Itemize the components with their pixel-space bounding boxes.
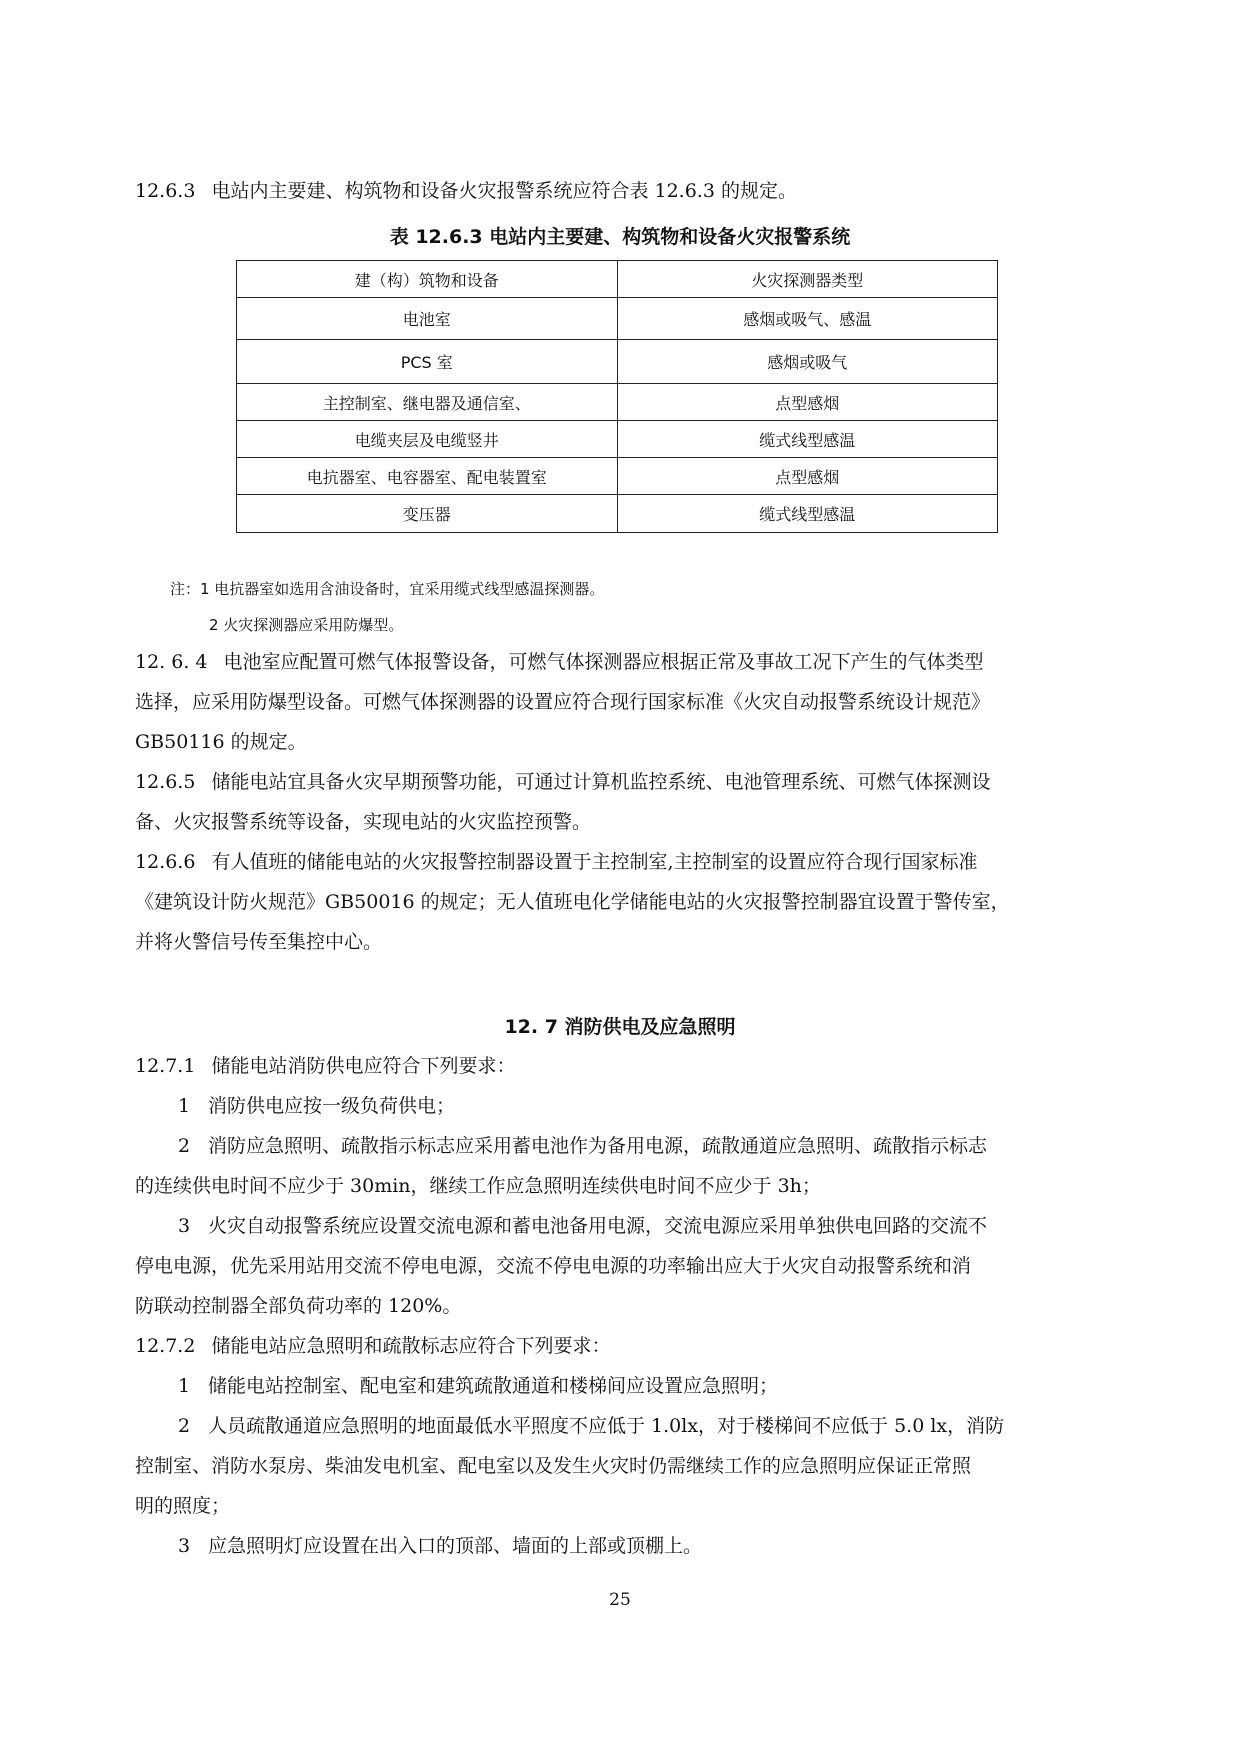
item-text: 储能电站控制室、配电室和建筑疏散通道和楼梯间应设置应急照明； bbox=[208, 1375, 779, 1397]
clause-12-7-2-intro bbox=[135, 1331, 1110, 1361]
item-text: 应急照明灯应设置在出入口的顶部、墙面的上部或顶棚上。 bbox=[208, 1535, 703, 1557]
table-header-row bbox=[237, 261, 998, 298]
clause-text: 储能电站宜具备火灾早期预警功能，可通过计算机监控系统、电池管理系统、可燃气体探测设 bbox=[211, 771, 991, 793]
clause-number: 12.6.6 bbox=[135, 851, 196, 873]
clause-text: 电站内主要建、构筑物和设备火灾报警系统应符合表 12.6.3 的规定。 bbox=[211, 180, 797, 202]
clause-text: 有人值班的储能电站的火灾报警控制器设置于主控制室,主控制室的设置应符合现行国家标准 bbox=[211, 851, 978, 873]
table-row bbox=[237, 340, 998, 384]
clause-12-7-2-item-2-line-3: 明的照度； bbox=[135, 1495, 231, 1517]
item-text: 人员疏散通道应急照明的地面最低水平照度不应低于 1.0lx，对于楼梯间不应低于 5.0 lx，消防 bbox=[208, 1415, 1005, 1437]
fire-alarm-table bbox=[236, 260, 998, 533]
table-row bbox=[237, 495, 998, 533]
clause-12-7-2-item-1 bbox=[178, 1371, 1108, 1401]
clause-number: 12. 6. 4 bbox=[135, 651, 208, 673]
page-number: 25 bbox=[609, 1590, 631, 1610]
table-caption: 表 12.6.3 电站内主要建、构筑物和设备火灾报警系统 bbox=[389, 226, 851, 248]
clause-12-6-4-line-3: GB50116 的规定。 bbox=[135, 731, 307, 753]
table-cell: 点型感烟 bbox=[617, 458, 998, 495]
item-number: 3 bbox=[178, 1215, 191, 1237]
table-cell: 缆式线型感温 bbox=[617, 495, 998, 533]
item-number: 2 bbox=[178, 1135, 191, 1157]
table-cell: 电抗器室、电容器室、配电装置室 bbox=[237, 458, 618, 495]
clause-number: 12.7.1 bbox=[135, 1055, 196, 1077]
item-number: 1 bbox=[178, 1375, 191, 1397]
clause-text: 电池室应配置可燃气体报警设备，可燃气体探测器应根据正常及事故工况下产生的气体类型 bbox=[223, 651, 984, 673]
clause-12-6-4-line-1 bbox=[135, 647, 1110, 677]
section-title-12-7: 12. 7 消防供电及应急照明 bbox=[504, 1016, 736, 1038]
clause-12-6-6-line-3: 并将火警信号传至集控中心。 bbox=[135, 931, 383, 953]
table-cell: 变压器 bbox=[237, 495, 618, 533]
clause-number: 12.6.3 bbox=[135, 180, 196, 202]
clause-number: 12.6.5 bbox=[135, 771, 196, 793]
item-number: 2 bbox=[178, 1415, 191, 1437]
clause-text: 储能电站消防供电应符合下列要求： bbox=[211, 1055, 516, 1077]
clause-12-7-2-item-2-line-1 bbox=[178, 1411, 1108, 1441]
clause-12-6-6-line-2: 《建筑设计防火规范》GB50016 的规定；无人值班电化学储能电站的火灾报警控制器宜设置于警传室， bbox=[135, 891, 1010, 913]
clause-12-6-5-line-1 bbox=[135, 767, 1110, 797]
table-row bbox=[237, 421, 998, 458]
clause-12-7-1-item-1 bbox=[178, 1091, 1108, 1121]
table-header-cell: 建（构）筑物和设备 bbox=[237, 261, 618, 298]
table-cell: 点型感烟 bbox=[617, 384, 998, 421]
clause-text: 储能电站应急照明和疏散标志应符合下列要求： bbox=[211, 1335, 611, 1357]
table-row bbox=[237, 298, 998, 340]
table-row bbox=[237, 384, 998, 421]
table-cell: 感烟或吸气、感温 bbox=[617, 298, 998, 340]
clause-12-7-1-item-2-line-1 bbox=[178, 1131, 1108, 1161]
clause-number: 12.7.2 bbox=[135, 1335, 196, 1357]
item-text: 消防应急照明、疏散指示标志应采用蓄电池作为备用电源，疏散通道应急照明、疏散指示标志 bbox=[208, 1135, 988, 1157]
table-cell: 感烟或吸气 bbox=[617, 340, 998, 384]
table-cell: 电池室 bbox=[237, 298, 618, 340]
table-cell: PCS 室 bbox=[237, 340, 618, 384]
clause-12-7-2-item-2-line-2: 控制室、消防水泵房、柴油发电机室、配电室以及发生火灾时仍需继续工作的应急照明应保证正常照 bbox=[135, 1455, 972, 1477]
clause-12-6-5-line-2: 备、火灾报警系统等设备，实现电站的火灾监控预警。 bbox=[135, 811, 592, 833]
table-cell: 主控制室、继电器及通信室、 bbox=[237, 384, 618, 421]
item-text: 火灾自动报警系统应设置交流电源和蓄电池备用电源，交流电源应采用单独供电回路的交流不 bbox=[208, 1215, 988, 1237]
clause-12-7-1-intro bbox=[135, 1051, 1110, 1081]
clause-12-6-6-line-1 bbox=[135, 847, 1110, 877]
table-note-1: 注：1 电抗器室如选用含油设备时，宜采用缆式线型感温探测器。 bbox=[170, 580, 605, 598]
clause-12-6-4-line-2: 选择，应采用防爆型设备。可燃气体探测器的设置应符合现行国家标准《火灾自动报警系统设计规范》 bbox=[135, 691, 991, 713]
table-cell: 缆式线型感温 bbox=[617, 421, 998, 458]
item-number: 3 bbox=[178, 1535, 191, 1557]
clause-12-7-1-item-3-line-3: 防联动控制器全部负荷功率的 120%。 bbox=[135, 1295, 462, 1317]
table-header-cell: 火灾探测器类型 bbox=[617, 261, 998, 298]
clause-12-7-1-item-3-line-2: 停电电源，优先采用站用交流不停电电源，交流不停电电源的功率输出应大于火灾自动报警系统和消 bbox=[135, 1255, 972, 1277]
table-row bbox=[237, 458, 998, 495]
clause-12-7-2-item-3 bbox=[178, 1531, 1108, 1561]
clause-12-6-3 bbox=[135, 176, 1110, 206]
item-text: 消防供电应按一级负荷供电； bbox=[208, 1095, 456, 1117]
table-cell: 电缆夹层及电缆竖井 bbox=[237, 421, 618, 458]
table-note-2: 2 火灾探测器应采用防爆型。 bbox=[209, 616, 404, 634]
clause-12-7-1-item-3-line-1 bbox=[178, 1211, 1108, 1241]
clause-12-7-1-item-2-line-2: 的连续供电时间不应少于 30min，继续工作应急照明连续供电时间不应少于 3h； bbox=[135, 1175, 821, 1197]
item-number: 1 bbox=[178, 1095, 191, 1117]
